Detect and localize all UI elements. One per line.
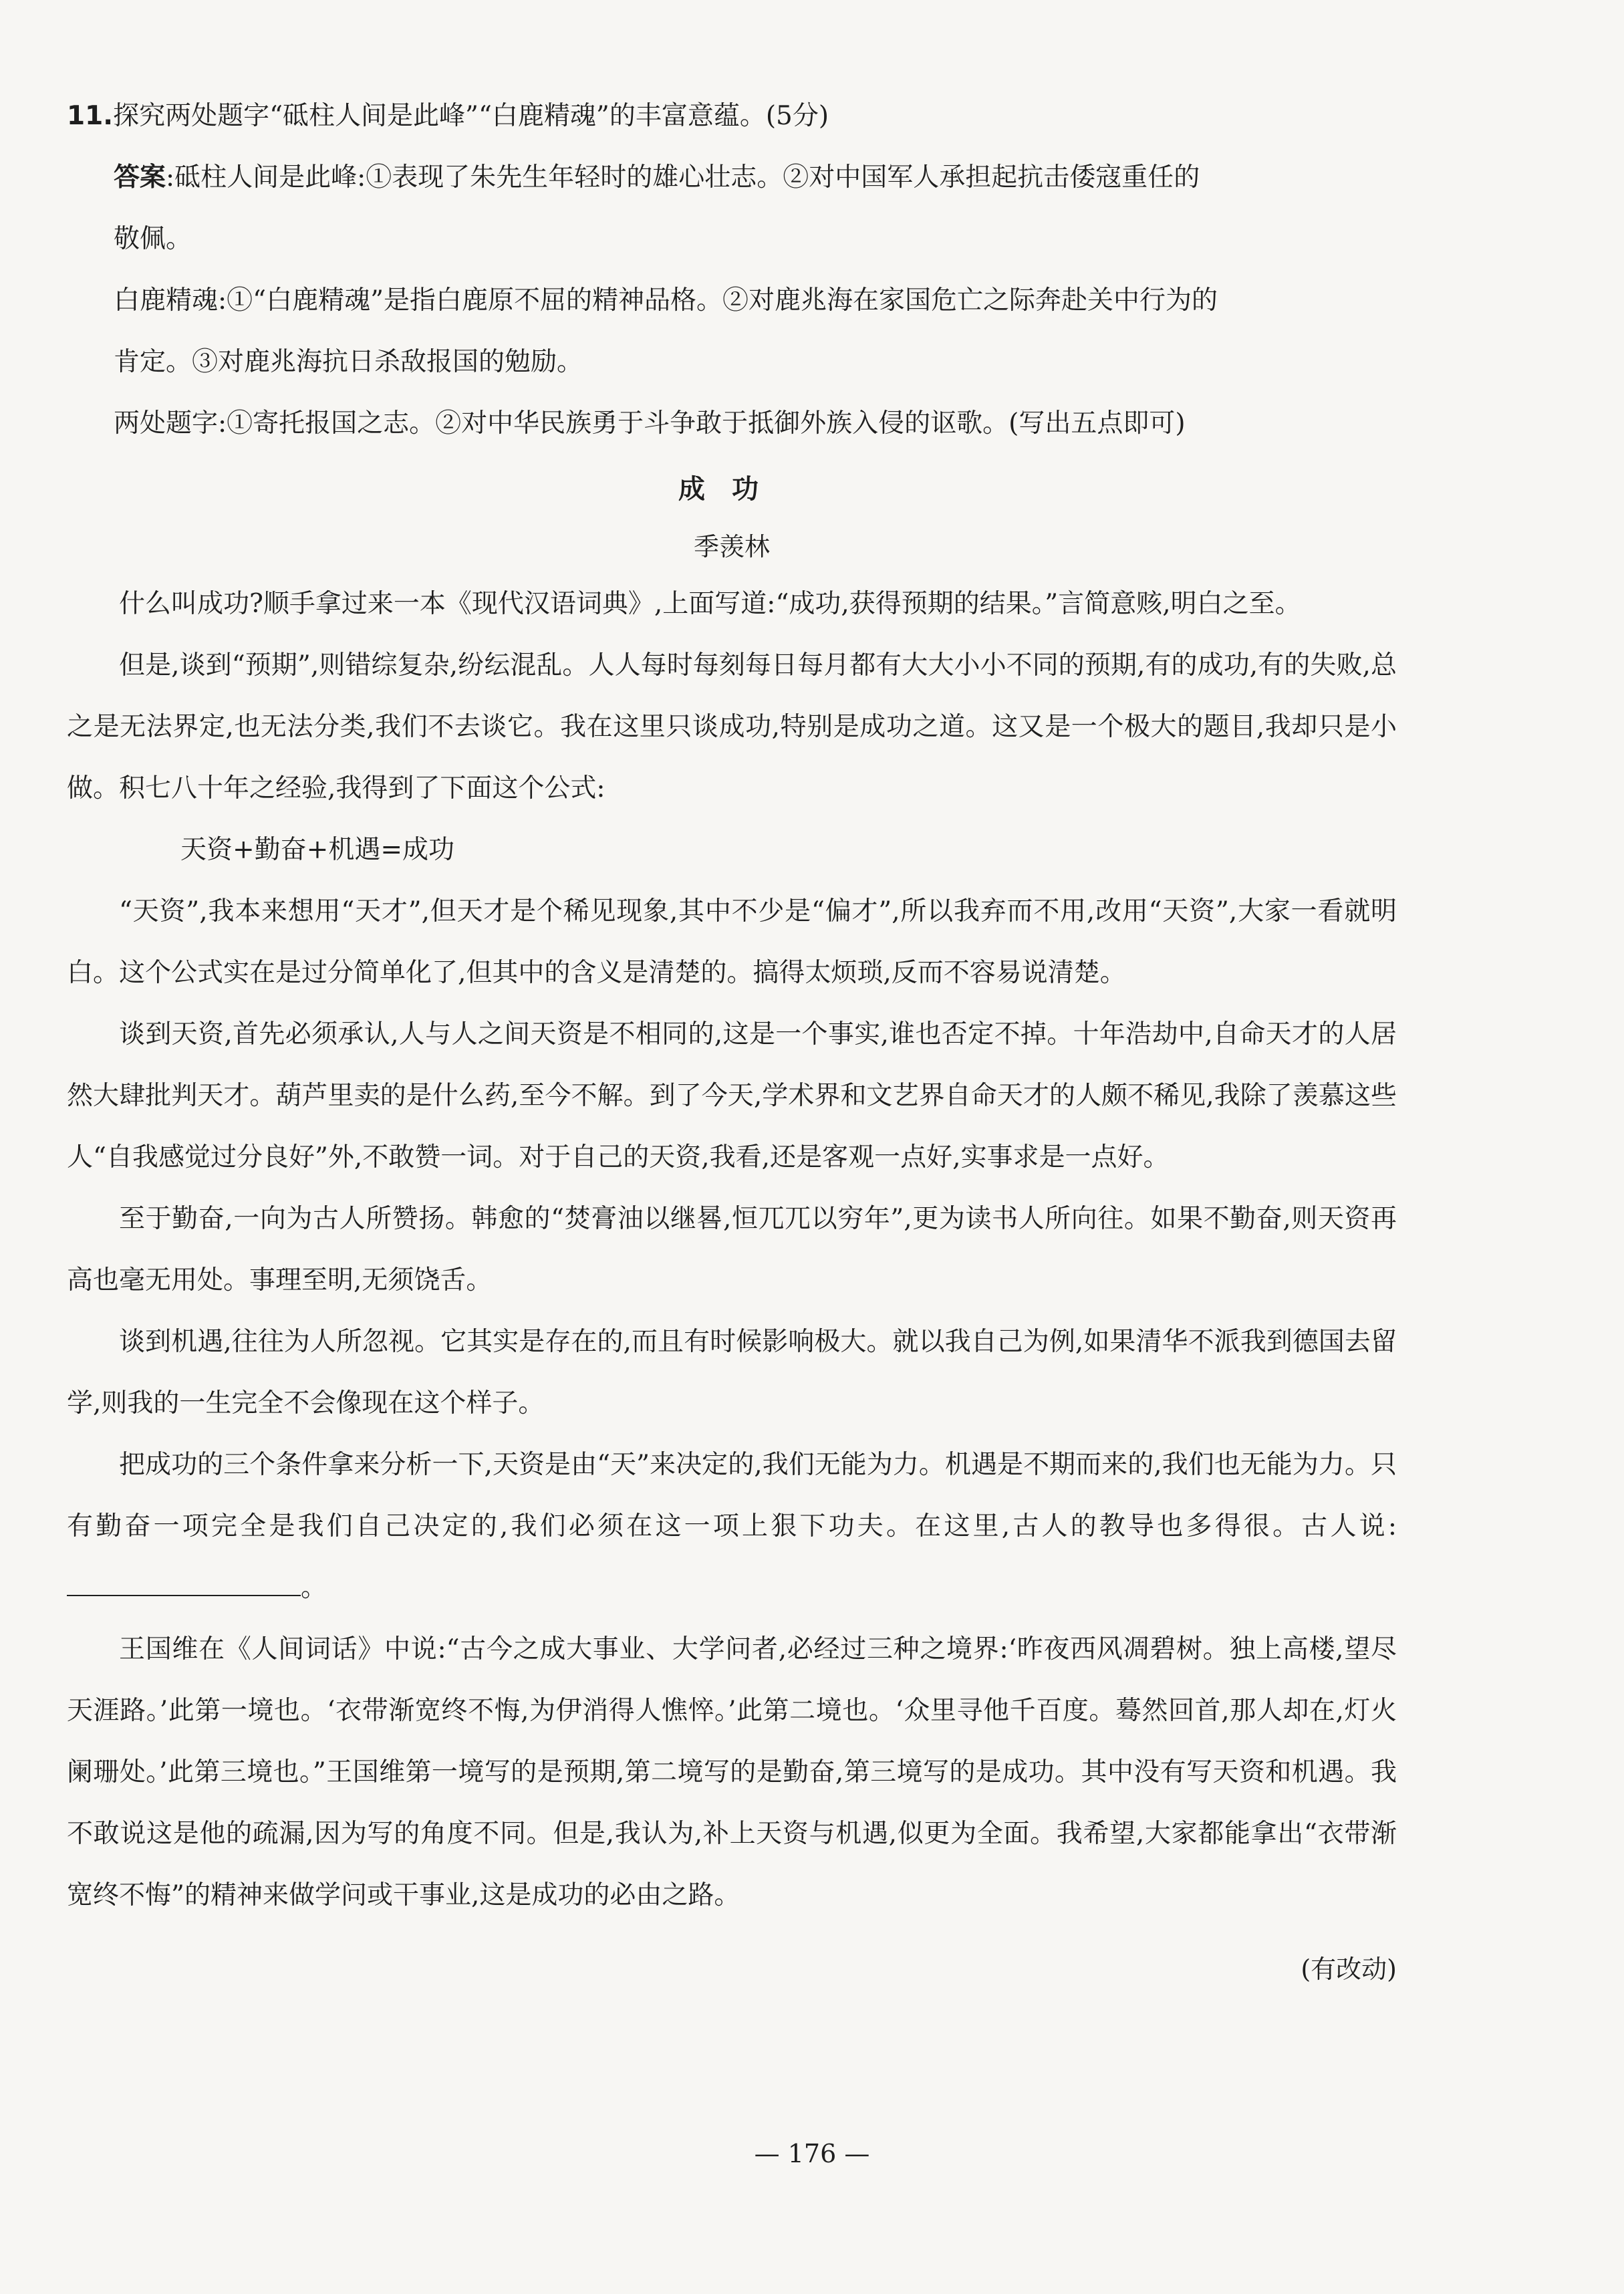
adaptation-note: (有改动)	[1301, 1954, 1397, 1984]
paragraph-6: 谈到机遇,往往为人所忽视。它其实是存在的,而且有时候影响极大。就以我自己为例,如果清华不派我到德国去留学,则我的一生完全不会像现在这个样子。	[67, 1327, 1397, 1418]
question-11	[67, 86, 1397, 147]
answer-line-5: 两处题字:①寄托报国之志。②对中华民族勇于斗争敢于抵御外族入侵的讴歌。(写出五点即可)	[114, 408, 1186, 438]
paragraph-7-end: 。	[301, 1573, 327, 1603]
answer-line-2: 敬佩。	[114, 224, 192, 254]
page-number: — 176 —	[754, 2139, 870, 2168]
paragraph-7	[67, 1434, 1397, 1619]
paragraph-4: 谈到天资,首先必须承认,人与人之间天资是不相同的,这是一个事实,谁也否定不掉。十年浩劫中,自命天才的人居然大肆批判天才。葫芦里卖的是什么药,至今不解。到了今天,学术界和文艺界自命天才的人颇不稀见,我除了羡慕这些人“自我感觉过分良好”外,不敢赞一词。对于自己的天资,我看,还是客观一点好,实事求是一点好。	[67, 1019, 1397, 1172]
question-text: 探究两处题字“砥柱人间是此峰”“白鹿精魂”的丰富意蕴。(5分)	[113, 101, 829, 131]
fill-in-blank[interactable]	[67, 1572, 301, 1596]
answer-label: 答案	[114, 162, 166, 193]
success-formula: 天资+勤奋+机遇=成功	[180, 835, 455, 865]
paragraph-7-text: 把成功的三个条件拿来分析一下,天资是由“天”来决定的,我们无能为力。机遇是不期而来的,我们也无能为力。只有勤奋一项完全是我们自己决定的,我们必须在这一项上狠下功夫。在这里,古人的教导也多得很。古人说:	[67, 1450, 1397, 1541]
paragraph-5: 至于勤奋,一向为古人所赞扬。韩愈的“焚膏油以继晷,恒兀兀以穷年”,更为读书人所向往。如果不勤奋,则天资再高也毫无用处。事理至明,无须饶舌。	[67, 1204, 1397, 1295]
page-content	[67, 86, 1397, 2000]
answer-line-4: 肯定。③对鹿兆海抗日杀敌报国的勉励。	[114, 347, 583, 377]
answer-line-1	[67, 147, 1397, 209]
answer-text-1: :砥柱人间是此峰:①表现了朱先生年轻时的雄心壮志。②对中国军人承担起抗击倭寇重任的	[166, 162, 1200, 193]
paragraph-1: 什么叫成功?顺手拿过来一本《现代汉语词典》,上面写道:“成功,获得预期的结果。”言简意赅,明白之至。	[119, 589, 1301, 619]
paragraph-2: 但是,谈到“预期”,则错综复杂,纷纭混乱。人人每时每刻每日每月都有大大小小不同的预期,有的成功,有的失败,总之是无法界定,也无法分类,我们不去谈它。我在这里只谈成功,特别是成功之道。这又是一个极大的题目,我却只是小做。积七八十年之经验,我得到了下面这个公式:	[67, 650, 1397, 803]
paragraph-3: “天资”,我本来想用“天才”,但天才是个稀见现象,其中不少是“偏才”,所以我弃而不用,改用“天资”,大家一看就明白。这个公式实在是过分简单化了,但其中的含义是清楚的。搞得太烦琐,反而不容易说清楚。	[67, 896, 1397, 988]
article-title: 成功	[678, 474, 785, 505]
paragraph-8: 王国维在《人间词话》中说:“古今之成大事业、大学问者,必经过三种之境界:‘昨夜西风凋碧树。独上高楼,望尽天涯路。’此第一境也。‘衣带渐宽终不悔,为伊消得人憔悴。’此第二境也。‘众里寻他千百度。蓦然回首,那人却在,灯火阑珊处。’此第三境也。”王国维第一境写的是预期,第二境写的是勤奋,第三境写的是成功。其中没有写天资和机遇。我不敢说这是他的疏漏,因为写的角度不同。但是,我认为,补上天资与机遇,似更为全面。我希望,大家都能拿出“衣带渐宽终不悔”的精神来做学问或干事业,这是成功的必由之路。	[67, 1634, 1397, 1910]
article-author: 季羡林	[693, 532, 770, 561]
question-number: 11.	[67, 101, 114, 131]
answer-line-3: 白鹿精魂:①“白鹿精魂”是指白鹿原不屈的精神品格。②对鹿兆海在家国危亡之际奔赴关中行为的	[114, 285, 1218, 315]
